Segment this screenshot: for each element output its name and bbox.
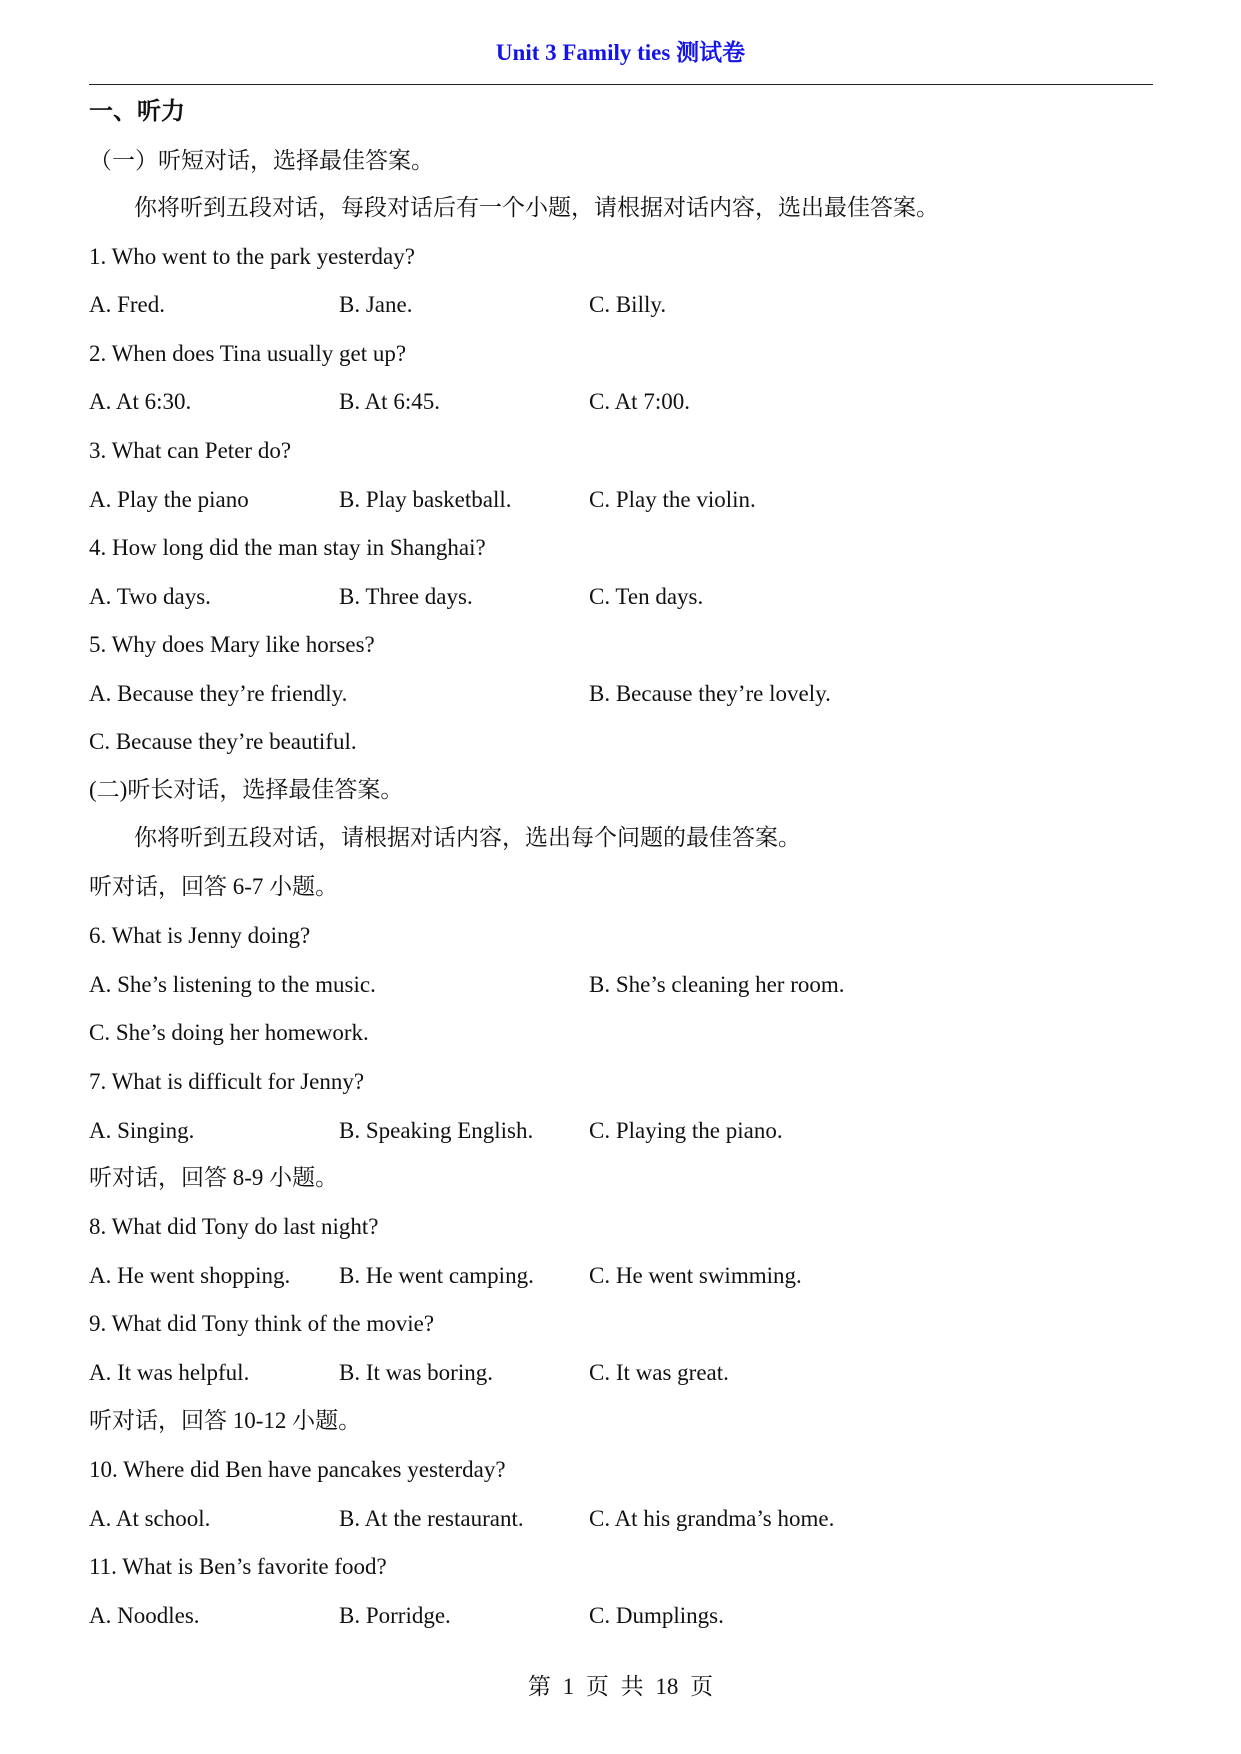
options-row-2 [89,387,1089,417]
option-10c[interactable]: C. At his grandma’s home. [589,1506,835,1531]
option-6c[interactable]: C. She’s doing her homework. [89,1020,369,1045]
option-8c[interactable]: C. He went swimming. [589,1263,802,1288]
question-1: 1. Who went to the park yesterday? [89,244,415,269]
options-row-3 [89,485,1089,515]
option-1c[interactable]: C. Billy. [589,292,667,317]
option-7c[interactable]: C. Playing the piano. [589,1118,783,1143]
option-11b[interactable]: B. Porridge. [339,1603,451,1628]
option-6b[interactable]: B. She’s cleaning her room. [589,972,845,997]
part-heading-short-dialogues: （一）听短对话，选择最佳答案。 [89,148,434,173]
option-9b[interactable]: B. It was boring. [339,1360,493,1385]
option-2b[interactable]: B. At 6:45. [339,389,440,414]
page-title: Unit 3 Family ties 测试卷 [495,40,746,65]
option-3c[interactable]: C. Play the violin. [589,487,756,512]
question-5: 5. Why does Mary like horses? [89,632,375,657]
option-3a[interactable]: A. Play the piano [89,487,249,512]
question-9: 9. What did Tony think of the movie? [89,1311,435,1336]
header-rule [89,84,1153,85]
option-4c[interactable]: C. Ten days. [589,584,704,609]
option-7b[interactable]: B. Speaking English. [339,1118,534,1143]
option-5a[interactable]: A. Because they’re friendly. [89,681,348,706]
options-row-4 [89,582,1089,612]
options-row-9 [89,1358,1089,1388]
question-7: 7. What is difficult for Jenny? [89,1069,365,1094]
option-5b[interactable]: B. Because they’re lovely. [589,681,831,706]
options-row-5 [89,679,1089,709]
option-9a[interactable]: A. It was helpful. [89,1360,250,1385]
part-instruction-short: 你将听到五段对话，每段对话后有一个小题，请根据对话内容，选出最佳答案。 [134,195,939,220]
page-number-footer: 第 1 页 共 18 页 [527,1674,714,1699]
options-row-7 [89,1116,1089,1146]
section-heading-listening: 一、听力 [89,99,185,125]
question-10: 10. Where did Ben have pancakes yesterday? [89,1457,506,1482]
group-label-8-9: 听对话，回答 8-9 小题。 [89,1165,339,1190]
options-row-6 [89,970,1089,1000]
option-4b[interactable]: B. Three days. [339,584,473,609]
option-11a[interactable]: A. Noodles. [89,1603,200,1628]
group-label-6-7: 听对话，回答 6-7 小题。 [89,874,339,899]
question-11: 11. What is Ben’s favorite food? [89,1554,387,1579]
question-3: 3. What can Peter do? [89,438,292,463]
option-9c[interactable]: C. It was great. [589,1360,729,1385]
option-7a[interactable]: A. Singing. [89,1118,195,1143]
option-8a[interactable]: A. He went shopping. [89,1263,291,1288]
question-2: 2. When does Tina usually get up? [89,341,407,366]
option-10a[interactable]: A. At school. [89,1506,211,1531]
options-row-8 [89,1261,1089,1291]
option-5c[interactable]: C. Because they’re beautiful. [89,729,357,754]
options-row-10 [89,1504,1089,1534]
part-instruction-long: 你将听到五段对话，请根据对话内容，选出每个问题的最佳答案。 [134,825,801,850]
group-label-10-12: 听对话，回答 10-12 小题。 [89,1408,362,1433]
option-11c[interactable]: C. Dumplings. [589,1603,724,1628]
question-8: 8. What did Tony do last night? [89,1214,379,1239]
option-1a[interactable]: A. Fred. [89,292,166,317]
option-4a[interactable]: A. Two days. [89,584,211,609]
option-2a[interactable]: A. At 6:30. [89,389,192,414]
question-6: 6. What is Jenny doing? [89,923,311,948]
options-row-11 [89,1601,1089,1631]
option-2c[interactable]: C. At 7:00. [589,389,690,414]
options-row-5b [89,727,1089,757]
option-6a[interactable]: A. She’s listening to the music. [89,972,376,997]
options-row-6b [89,1018,1089,1048]
option-8b[interactable]: B. He went camping. [339,1263,534,1288]
option-1b[interactable]: B. Jane. [339,292,413,317]
option-3b[interactable]: B. Play basketball. [339,487,512,512]
part-heading-long-dialogues: (二)听长对话，选择最佳答案。 [89,777,404,802]
question-4: 4. How long did the man stay in Shanghai? [89,535,486,560]
option-10b[interactable]: B. At the restaurant. [339,1506,524,1531]
options-row-1 [89,290,1089,320]
